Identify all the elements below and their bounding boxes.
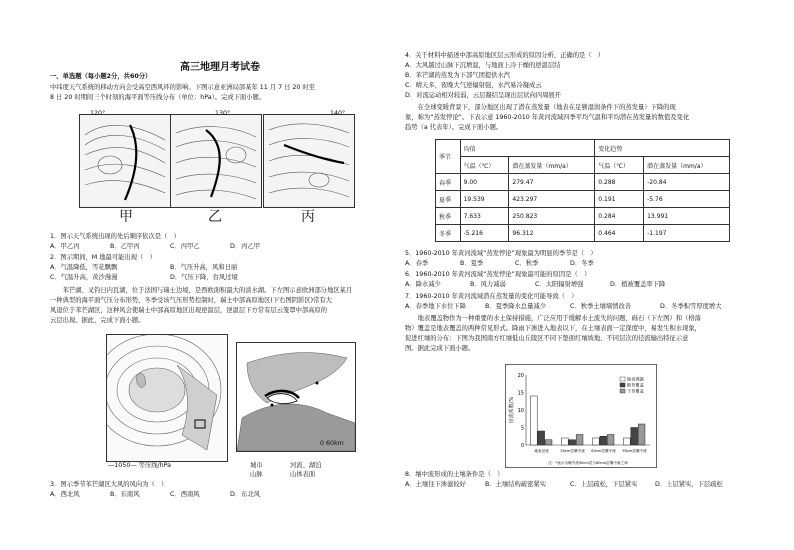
q7-option-b: B．夏季降水总量减少 — [485, 303, 546, 310]
intro-paragraph: 一种典型的海平面气压分布形势，冬季受该气压形势控制时，瑞士中部高原地区(下右图阴影区)常有大 — [50, 297, 332, 304]
x-tick-label: 60cm层壤中流 — [591, 449, 616, 453]
question-1: 1．图示天气系统出现的先后顺序依次是（ ） — [50, 233, 180, 240]
intro-paragraph: 地表覆盖物作为一种重要的水土保持措施，广泛应用于缓解水土流失的问题，砾石（下左图）和（格落 — [405, 315, 701, 322]
europe-pressure-map — [106, 334, 228, 462]
cell-temp: 7.633 — [460, 208, 509, 225]
y-tick-label: 5 — [520, 425, 524, 432]
runoff-chart — [505, 364, 657, 468]
cell-dtemp: 0.464 — [595, 225, 644, 242]
legend-swatch — [620, 389, 625, 393]
table-header-temp: 气温（℃） — [460, 157, 509, 174]
map-label-yi: 乙 — [208, 209, 222, 225]
cell-devap: -5.76 — [644, 191, 730, 208]
intro-paragraph: 象，称为“蒸发悖论”。下表示意 1960-2010 年黄河流域四季平均气温和平均潜在蒸发量的数值及变化 — [405, 114, 690, 121]
table-header-trend: 变化趋势 — [595, 140, 730, 157]
question-4: 4．关于材料中描述中部高原地区层云形成的原因分析，正确的是（ ） — [405, 52, 605, 59]
legend-swatch — [620, 383, 625, 387]
legend-label: 干草覆盖 — [627, 388, 644, 394]
isobar-map-yi — [170, 114, 262, 208]
question-6: 6．1960-2010 年黄河流域“蒸发悖论”现象最可能的原因是（ ） — [405, 271, 591, 278]
q2-option-a: A．气温降低，雪花飘飘 — [50, 264, 118, 271]
cell-devap: -1.197 — [644, 225, 730, 242]
q2-option-c: C．气温升高，黄沙漫漫 — [50, 274, 118, 281]
isobar-lines — [171, 115, 261, 207]
x-tick-label: 地表径流 — [534, 449, 549, 453]
question-7: 7．1960-2010 年黄河流域潜在蒸发量的变化可能导致（ ） — [405, 293, 578, 300]
intro-paragraph: 促进红壤的分布：下图为我国南方红壤低山丘陵区不同下垫面红壤坡地、不同层次的径流输出特征示意 — [405, 335, 689, 342]
map-scale: 0 60km — [320, 440, 344, 447]
bar — [576, 435, 583, 446]
lake-region-terrain — [237, 343, 355, 451]
bar — [631, 428, 638, 446]
question-8: 8．壤中流形成的土壤条件是（ ） — [405, 471, 504, 478]
isobar-map-bing — [263, 114, 355, 208]
q1-option-b: B．乙甲丙 — [110, 243, 140, 250]
intro-paragraph: 苯芒湖、叉钓日内瓦湖，位于法国与瑞士边境，是西欧面积最大的淡水湖。下左图示意欧洲部分地区某月 — [50, 287, 353, 294]
cell-evap: 250.823 — [509, 208, 595, 225]
intro-paragraph: 8 日 20 时期间三个时刻的海平面等压线分布（单位：hPa）。完成下面小题。 — [50, 94, 266, 101]
cell-devap: -20.84 — [644, 174, 730, 191]
q4-option-a: A．大风越过山脉下沉增温，与地面上冷干燥的逆温层结 — [405, 62, 561, 69]
cell-season: 夏季 — [436, 191, 461, 208]
q6-option-d: D．植被覆盖率下降 — [610, 281, 666, 288]
isobar-lines — [264, 115, 354, 207]
bar — [545, 440, 552, 445]
legend-mountain-surface: 山体表面 — [290, 471, 316, 478]
q7-option-a: A．春季地下水位下降 — [405, 303, 466, 310]
bar — [623, 438, 630, 445]
y-axis-label: 径流系数/% — [509, 396, 515, 424]
cell-dtemp: 0.284 — [595, 208, 644, 225]
intro-paragraph: 趋势（a 代表年）。完成下面小题。 — [405, 124, 503, 131]
section-heading: 一、单选题（每小题2分，共60分） — [50, 73, 152, 80]
table-row — [436, 191, 730, 208]
q5-option-b: B．夏季 — [460, 260, 484, 267]
question-3: 3．图示季节苯芒湖区大风的风向为（ ） — [50, 481, 168, 488]
y-tick-label: 15 — [517, 390, 524, 397]
q8-option-a: A．土壤往下渗滤较好 — [405, 481, 466, 488]
legend-swatch — [620, 377, 625, 381]
map-label-bing: 丙 — [301, 209, 315, 225]
cell-evap: 96.312 — [509, 225, 595, 242]
legend-label: 稻草覆盖 — [627, 382, 644, 388]
bar — [638, 424, 645, 445]
q4-option-c: C．晴天多，夜晚大气逆辐射强，水汽易冷凝成云 — [405, 82, 542, 89]
q8-option-d: D．上层紧实，下层疏松 — [655, 481, 723, 488]
y-tick-label: 20 — [517, 373, 524, 379]
longitude-tick: 130° — [215, 110, 231, 117]
intro-paragraph: 风退位于苯芒湖区，这种风会使瑞士中部高原地区出现逆温层，逆温层下方常有层云笼罩中部高原的 — [50, 307, 328, 314]
cell-evap: 423.297 — [509, 191, 595, 208]
bar — [592, 438, 599, 445]
q2-option-b: B．气压升高，风和日丽 — [170, 264, 238, 271]
season-data-table — [435, 139, 730, 242]
q6-option-b: B．风力减弱 — [470, 281, 506, 288]
question-5: 5．1960-2010 年黄河流域“蒸发悖论”现象最为明显的季节是（ ） — [405, 250, 597, 257]
cell-season: 秋季 — [436, 208, 461, 225]
cell-temp: 19.539 — [460, 191, 509, 208]
q1-option-c: C．丙甲乙 — [170, 243, 200, 250]
runoff-chart-svg — [506, 365, 656, 467]
bar — [530, 396, 537, 445]
q3-option-c: C．西南风 — [170, 491, 200, 498]
q3-option-d: D．东北风 — [230, 491, 261, 498]
bar — [607, 435, 614, 446]
q4-option-d: D．对流运动相对较弱，云层凝结呈现出层状向四周展开 — [405, 92, 561, 99]
intro-paragraph: 图。据此完成下面小题。 — [405, 345, 475, 352]
bar — [561, 438, 568, 445]
cell-temp: -5.216 — [460, 225, 509, 242]
q4-option-b: B．苯芒湖的蒸发为下部气团提供水汽 — [405, 72, 511, 79]
bar — [538, 431, 545, 445]
cell-season: 春季 — [436, 174, 461, 191]
cell-evap: 279.47 — [509, 174, 595, 191]
x-tick-label: 30cm层壤中流 — [560, 449, 585, 453]
q6-option-c: C．太阳辐射增强 — [535, 281, 584, 288]
q7-option-d: D．冬季积雪厚度增大 — [660, 303, 722, 310]
legend-label: 地表裸露 — [627, 376, 644, 382]
q3-option-b: B．东南风 — [110, 491, 140, 498]
bar — [569, 440, 576, 445]
q8-option-c: C．上层疏松，下层紧实 — [570, 481, 638, 488]
table-header-mean: 均值 — [460, 140, 595, 157]
table-row — [436, 208, 730, 225]
q6-option-a: A．降水减少 — [405, 281, 441, 288]
q1-option-d: D．丙乙甲 — [230, 243, 261, 250]
europe-isobars — [107, 335, 227, 461]
q5-option-a: A．春季 — [405, 260, 429, 267]
isobar-lines — [80, 115, 170, 207]
y-tick-label: 0 — [520, 443, 524, 449]
legend-city: 城市 — [250, 462, 263, 469]
table-header-temp-trend: 气温（℃） — [595, 157, 644, 174]
intro-paragraph: 在全球变暖背景下，部分地区出现了潜在蒸发量（地表在足够湿润条件下的蒸发量）下降的现 — [405, 104, 676, 111]
q7-option-c: C．秋季土壤墒情改善 — [570, 303, 632, 310]
legend-mountain: 山脉 — [250, 471, 263, 478]
cell-devap: 13.991 — [644, 208, 730, 225]
intro-paragraph: 中纬度天气系统的移动方向会受高空西风环的影响。下图示意亚洲局部某年 11 月 7 日 20 时至 — [50, 84, 316, 91]
lake-region-map — [236, 342, 356, 452]
q2-option-d: D．气压下降，台风过境 — [170, 274, 238, 281]
intro-paragraph: 云层出现。据此，完成下面小题。 — [50, 317, 145, 324]
longitude-tick: 120° — [90, 110, 106, 117]
map-label-jia: 甲 — [119, 209, 133, 225]
intro-paragraph: 物）覆盖是地表覆盖的两种常见形式。降雨下渗进入地表以下，在土壤表面一定深度中，易发生积水现象， — [405, 325, 701, 332]
table-header-evap: 潜在蒸发量（mm/a） — [509, 157, 595, 174]
q5-option-c: C．秋季 — [515, 260, 539, 267]
table-header-season: 季节 — [436, 140, 461, 174]
table-header-evap-trend: 潜在蒸发量（mm/a） — [644, 157, 730, 174]
q5-option-d: D．冬季 — [570, 260, 594, 267]
longitude-tick: 140° — [330, 110, 346, 117]
chart-note: 注：*表示为壤中流30cm层与60cm层壤中流之和 — [548, 461, 628, 465]
q3-option-a: A．西北风 — [50, 491, 80, 498]
cell-temp: 9.00 — [460, 174, 509, 191]
x-tick-label: 90cm层壤中流 — [622, 449, 647, 453]
q1-option-a: A．甲乙丙 — [50, 243, 80, 250]
cell-season: 冬季 — [436, 225, 461, 242]
isobar-legend: —1050— 等压线/hPa — [108, 462, 171, 469]
question-2: 2．图示期间，M 地最可能出现（ ） — [50, 254, 156, 261]
bar — [600, 436, 607, 445]
cell-dtemp: 0.288 — [595, 174, 644, 191]
q8-option-b: B．土壤结构疏密紧实 — [485, 481, 546, 488]
table-row — [436, 225, 730, 242]
isobar-map-jia — [79, 114, 171, 208]
legend-river-lake: 河流、湖泊 — [290, 462, 322, 469]
cell-dtemp: 0.191 — [595, 191, 644, 208]
y-tick-label: 10 — [517, 408, 524, 414]
exam-title: 高三地理月考试卷 — [180, 62, 260, 73]
table-row — [436, 174, 730, 191]
